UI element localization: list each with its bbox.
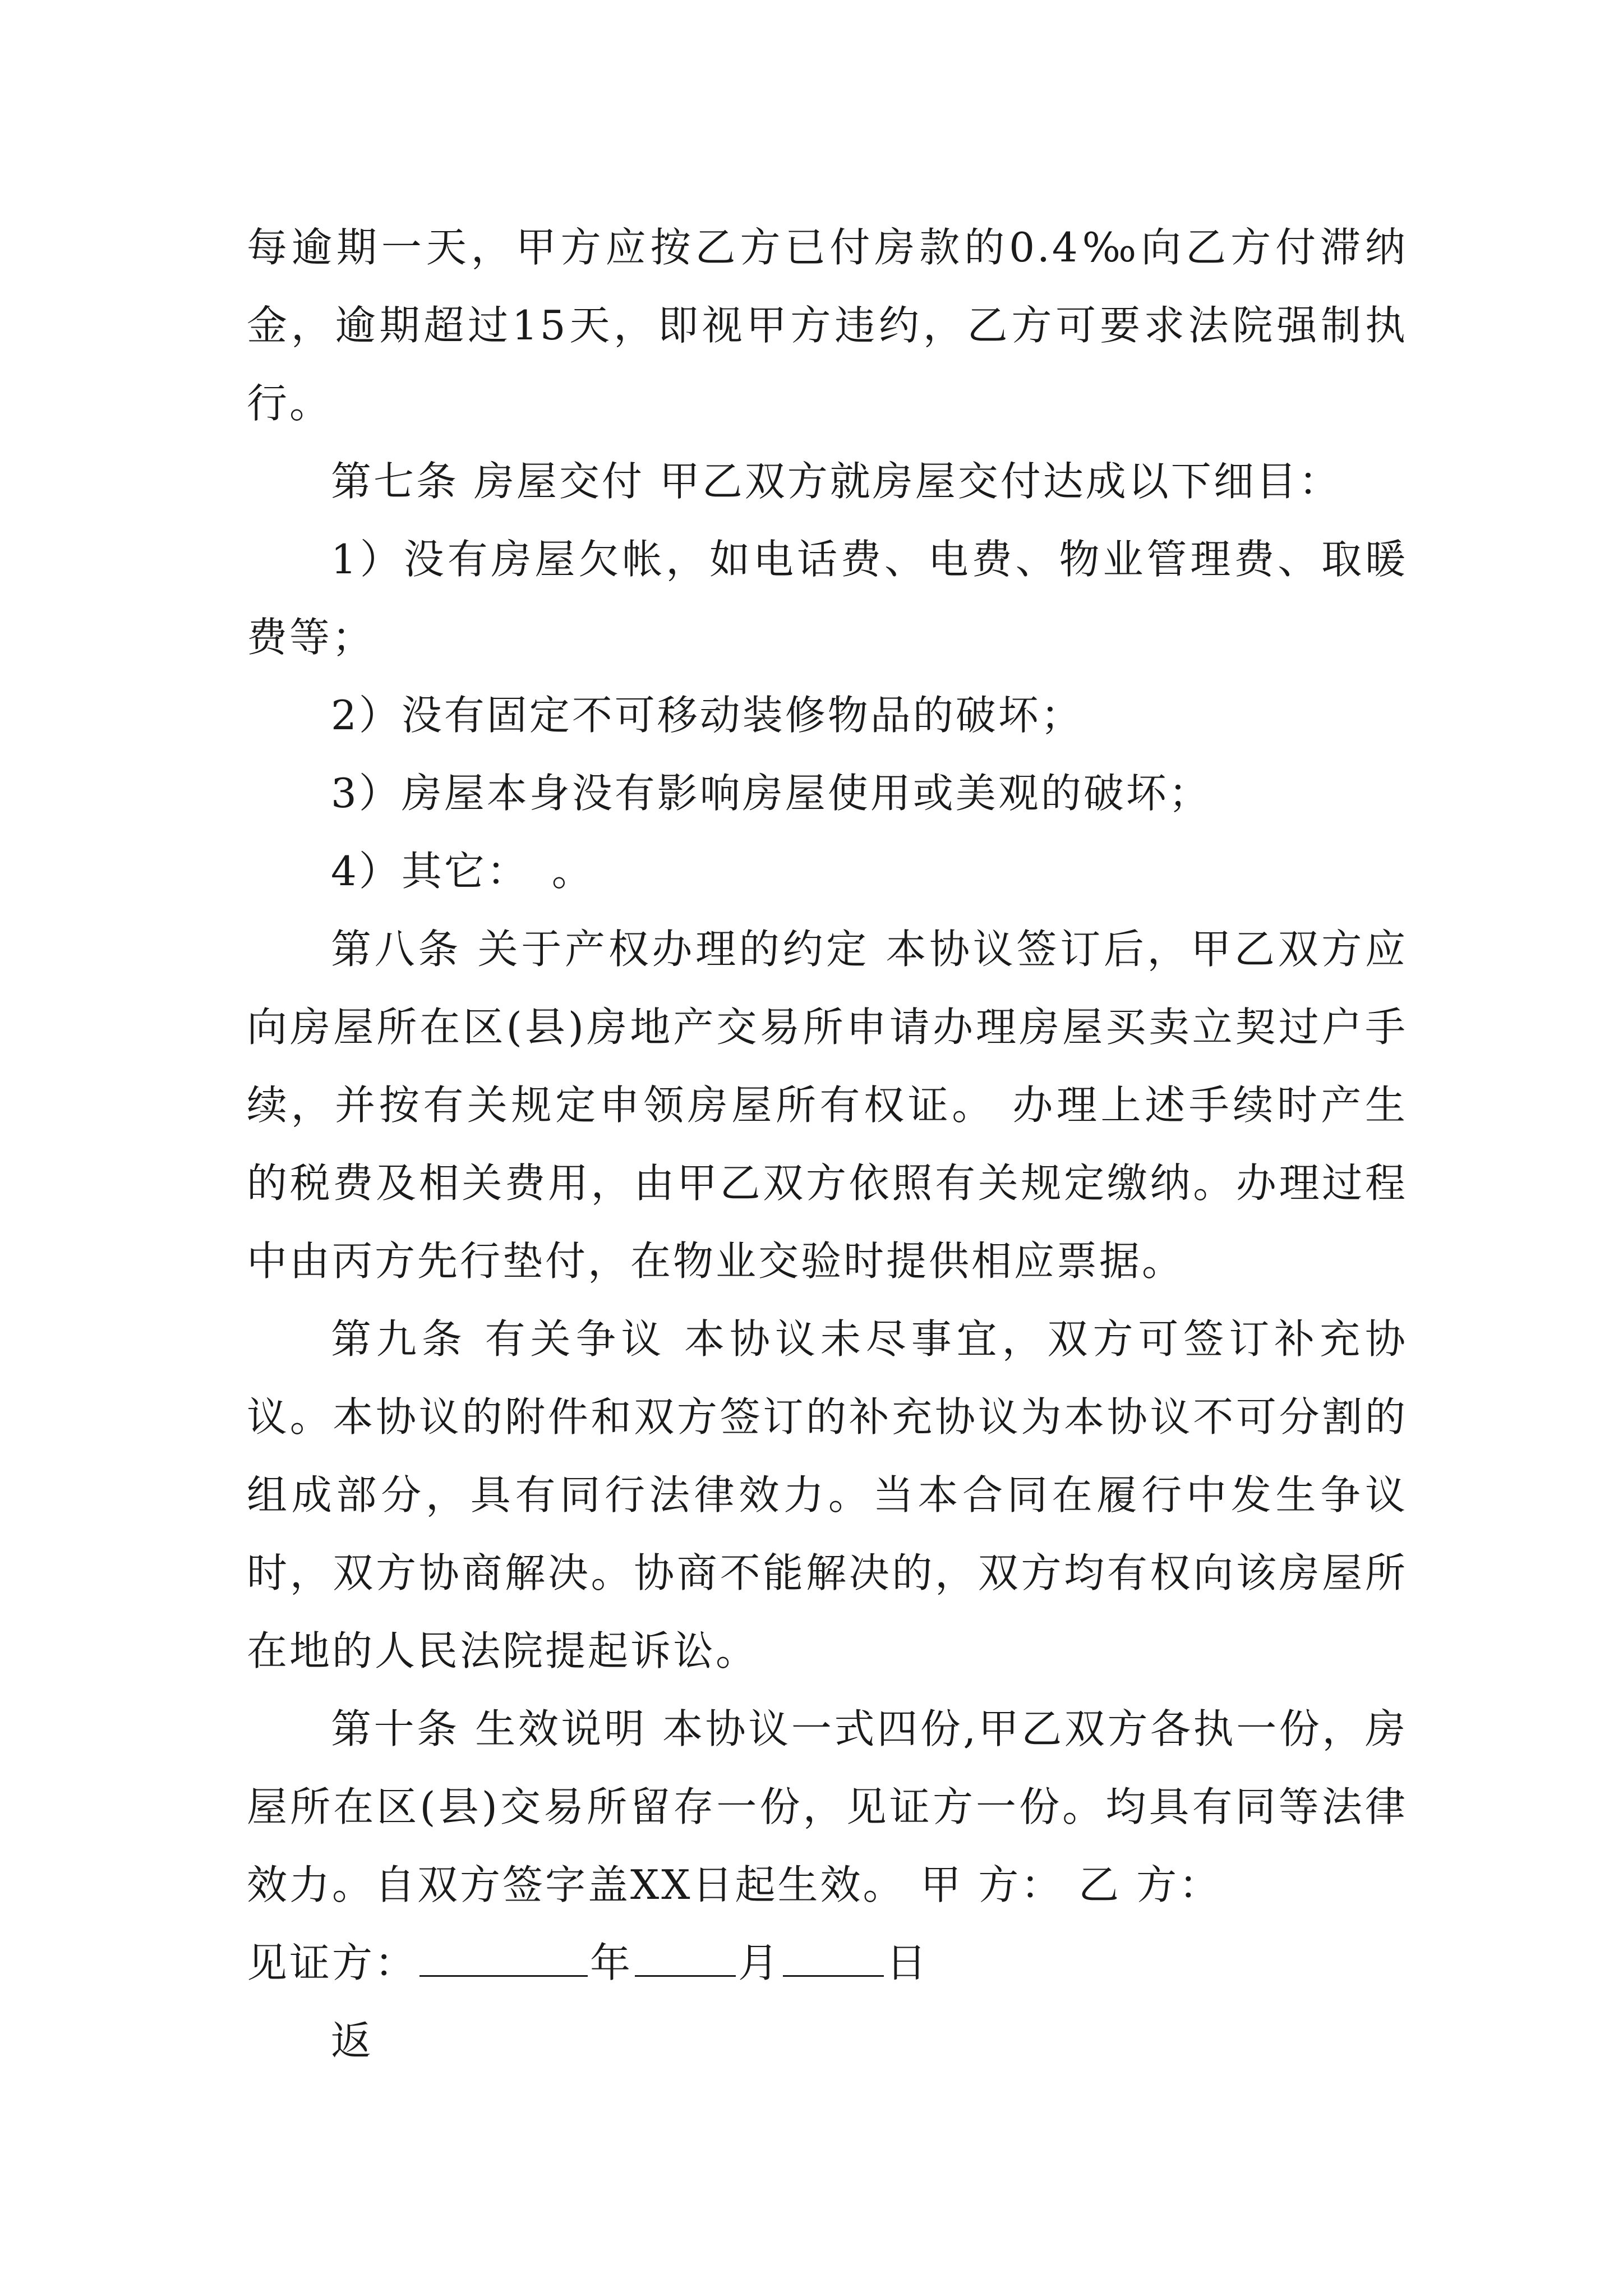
signature-date-line <box>247 1924 1408 2002</box>
paragraph-overdue-penalty: 每逾期一天，甲方应按乙方已付房款的0.4‰向乙方付滞纳金，逾期超过15天，即视甲方违约，乙方可要求法院强制执行。 <box>247 224 1408 427</box>
paragraph-article-7-title: 第七条 房屋交付 甲乙双方就房屋交付达成以下细目： <box>331 458 1341 505</box>
day-blank <box>783 1930 884 1977</box>
document-body <box>247 209 1408 2080</box>
witness-label: 见证方： <box>247 1939 418 1986</box>
trailing-text: 返 <box>331 2017 374 2064</box>
paragraph-list-item-3: 3）房屋本身没有影响房屋使用或美观的破坏； <box>331 770 1211 817</box>
paragraph-article-9: 第九条 有关争议 本协议未尽事宜，双方可签订补充协议。本协议的附件和双方签订的补充协议为本协议不可分割的组成部分，具有同行法律效力。当本合同在履行中发生争议时，双方协商解决。协商不能解决的，双方均有权向该房屋所在地的人民法院提起诉讼。 <box>247 1315 1408 1674</box>
paragraph-list-item-2: 2）没有固定不可移动装修物品的破坏； <box>331 692 1083 739</box>
day-label: 日 <box>886 1939 929 1986</box>
paragraph-article-10: 第十条 生效说明 本协议一式四份,甲乙双方各执一份，房屋所在区(县)交易所留存一份，见证方一份。均具有同等法律效力。自双方签字盖XX日起生效。 甲 方： 乙 方： <box>247 1705 1408 1908</box>
paragraph-list-item-4: 4）其它： 。 <box>331 848 594 895</box>
month-blank <box>635 1930 736 1977</box>
witness-blank <box>419 1930 588 1977</box>
paragraph-list-item-1: 1）没有房屋欠帐，如电话费、电费、物业管理费、取暖费等； <box>247 536 1408 661</box>
paragraph-article-8: 第八条 关于产权办理的约定 本协议签订后，甲乙双方应向房屋所在区(县)房地产交易所申请办理房屋买卖立契过户手续，并按有关规定申领房屋所有权证。 办理上述手续时产生的税费及相关费用，由甲乙双方依照有关规定缴纳。办理过程中由丙方先行垫付，在物业交验时提供相应票据。 <box>247 926 1408 1285</box>
year-label: 年 <box>590 1939 633 1986</box>
month-label: 月 <box>738 1939 781 1986</box>
